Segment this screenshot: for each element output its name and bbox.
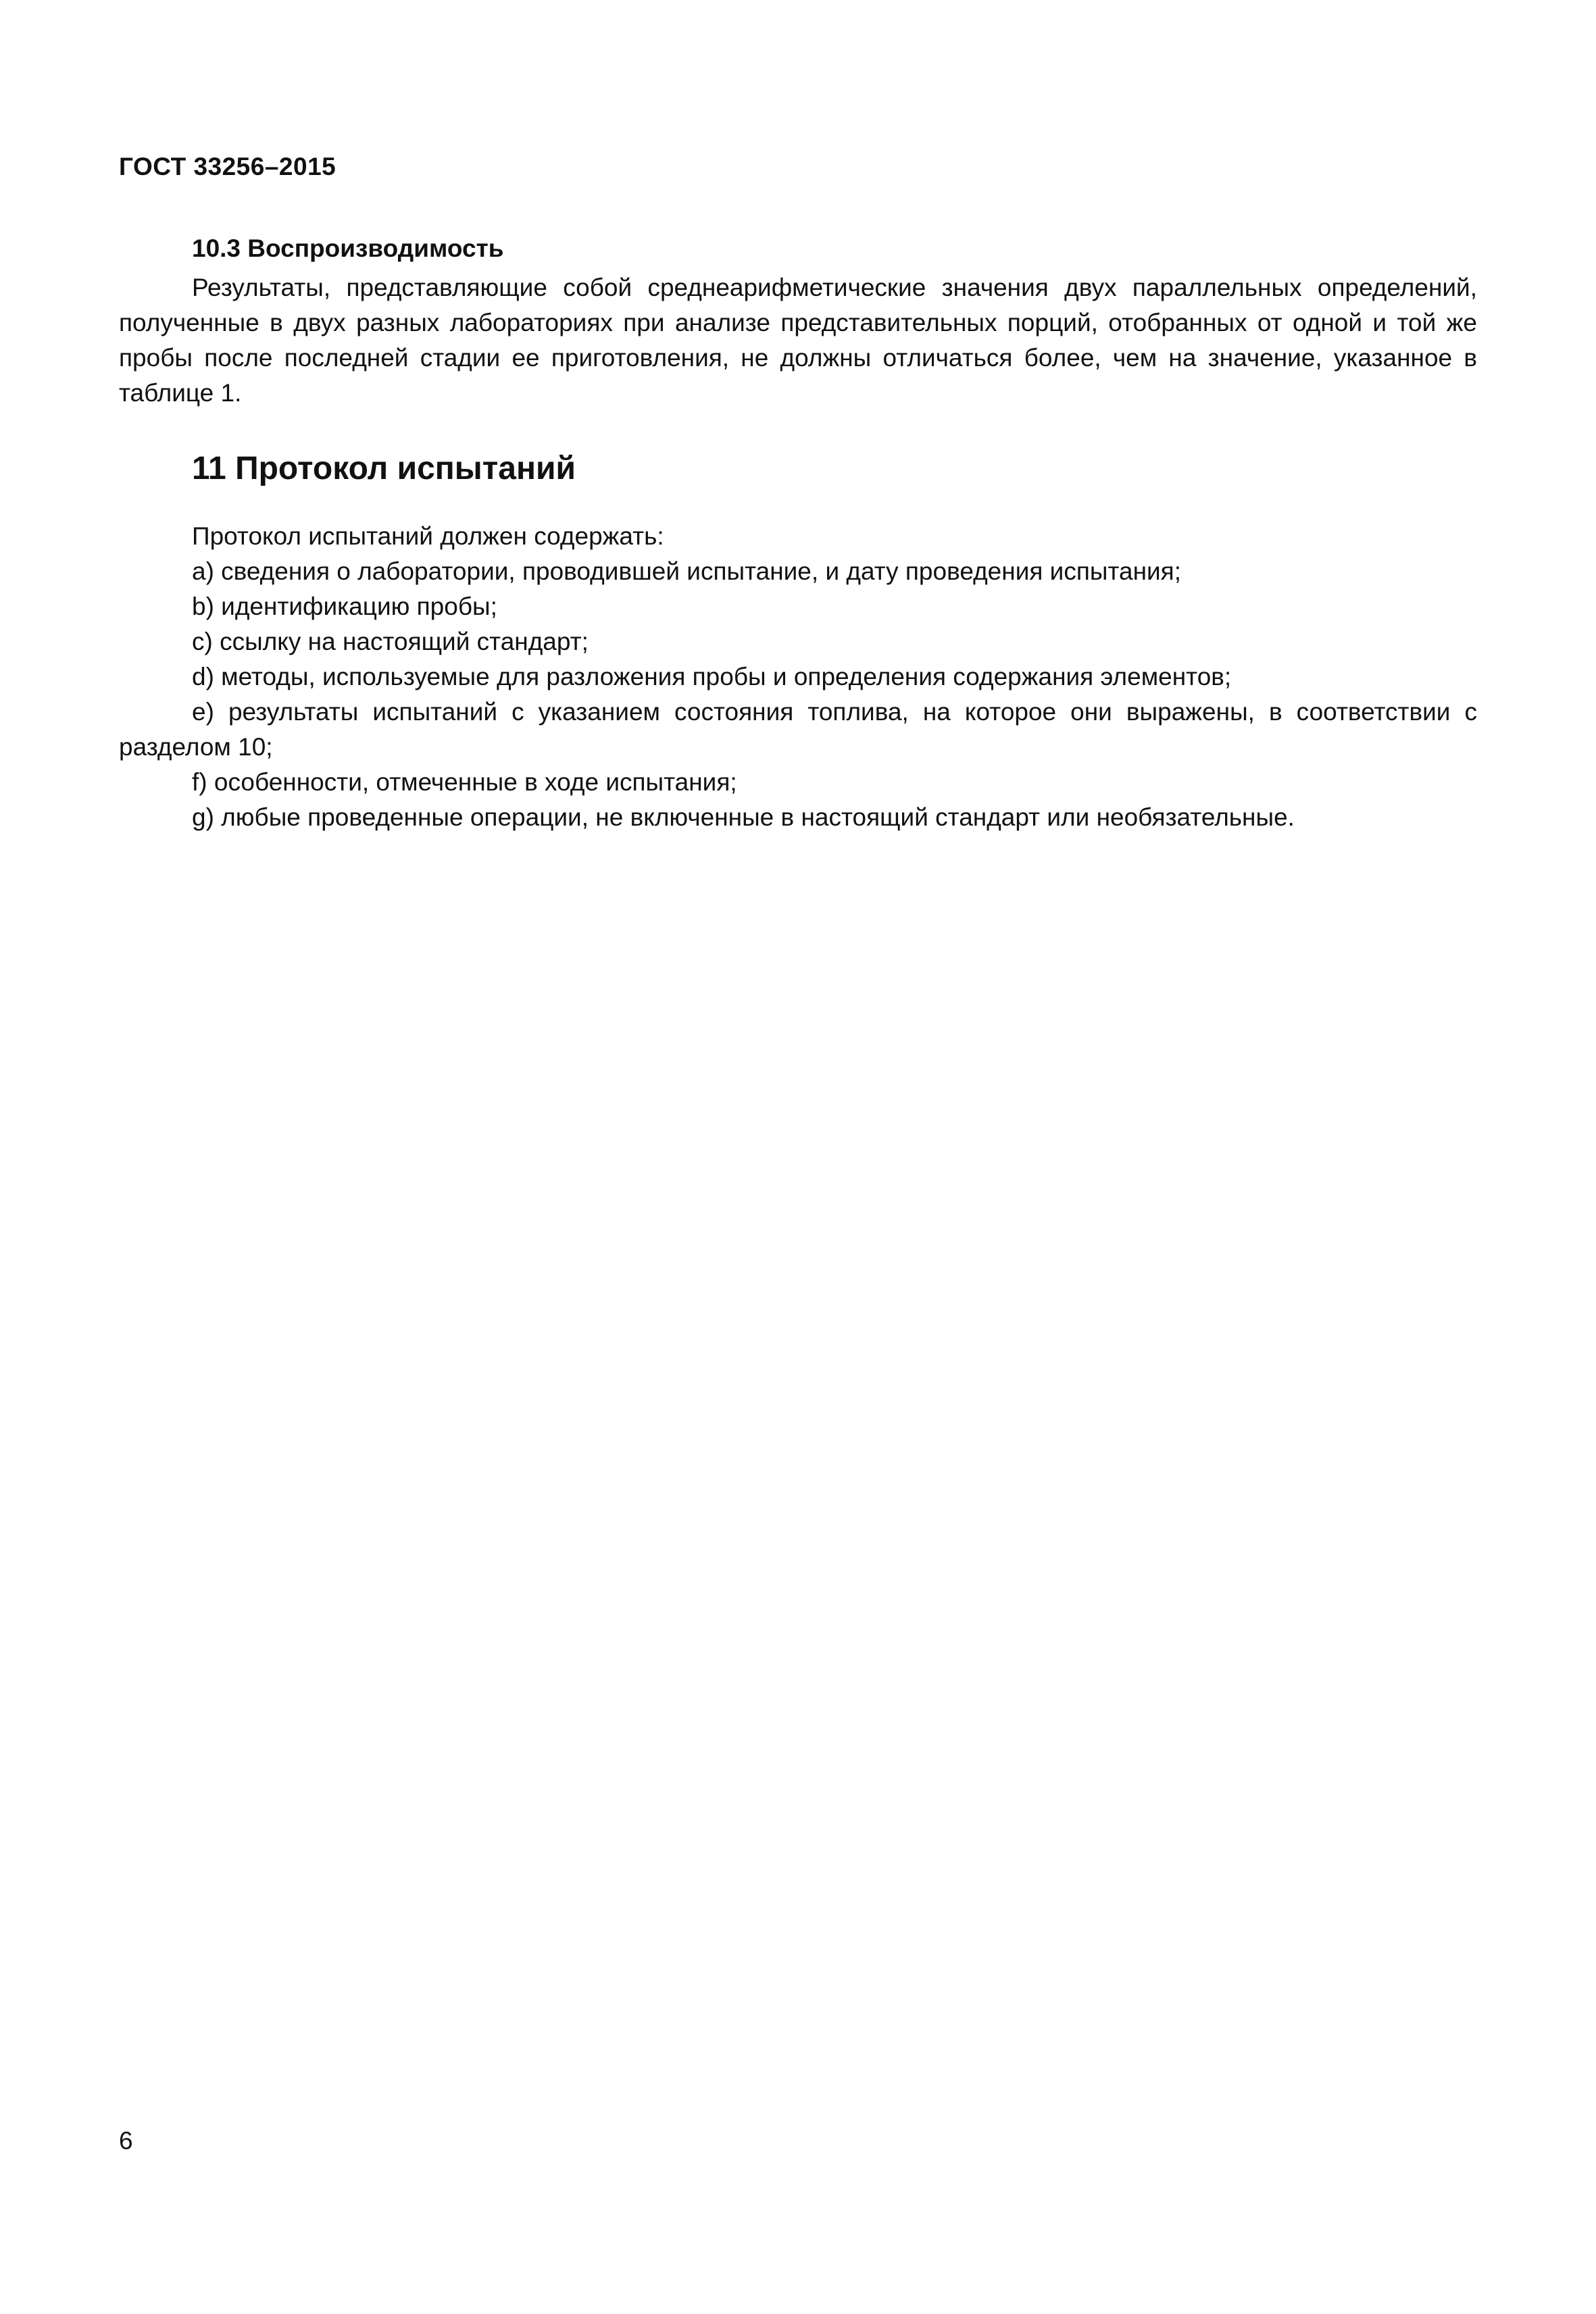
page-number: 6 <box>119 2127 133 2155</box>
list-item: a) сведения о лаборатории, проводившей испытание, и дату проведения испытания; <box>192 557 1181 585</box>
subsection-paragraph: Результаты, представляющие собой среднеарифметические значения двух параллельных определений, полученные в двух разных лабораториях при анализе представительных порций, отобранных от одной и той же пробы после последней стадии ее приготовления, не должны отличаться более, чем на значение, указанное в таблице 1. <box>119 274 1477 407</box>
section-intro: Протокол испытаний должен содержать: <box>192 522 664 550</box>
page-content <box>119 231 1477 835</box>
list-item: f) особенности, отмеченные в ходе испытания; <box>192 768 737 796</box>
document-code-header: ГОСТ 33256–2015 <box>119 153 336 180</box>
list-item: c) ссылку на настоящий стандарт; <box>192 628 589 655</box>
section-title: 11 Протокол испытаний <box>192 451 576 486</box>
protocol-items-list <box>119 554 1477 835</box>
list-item: g) любые проведенные операции, не включенные в настоящий стандарт или необязательные. <box>192 803 1295 831</box>
list-item: b) идентификацию пробы; <box>192 593 497 620</box>
list-item: e) результаты испытаний с указанием состояния топлива, на которое они выражены, в соответствии с разделом 10; <box>119 698 1477 761</box>
subsection-title: 10.3 Воспроизводимость <box>192 234 504 262</box>
list-item: d) методы, используемые для разложения пробы и определения содержания элементов; <box>192 663 1232 690</box>
